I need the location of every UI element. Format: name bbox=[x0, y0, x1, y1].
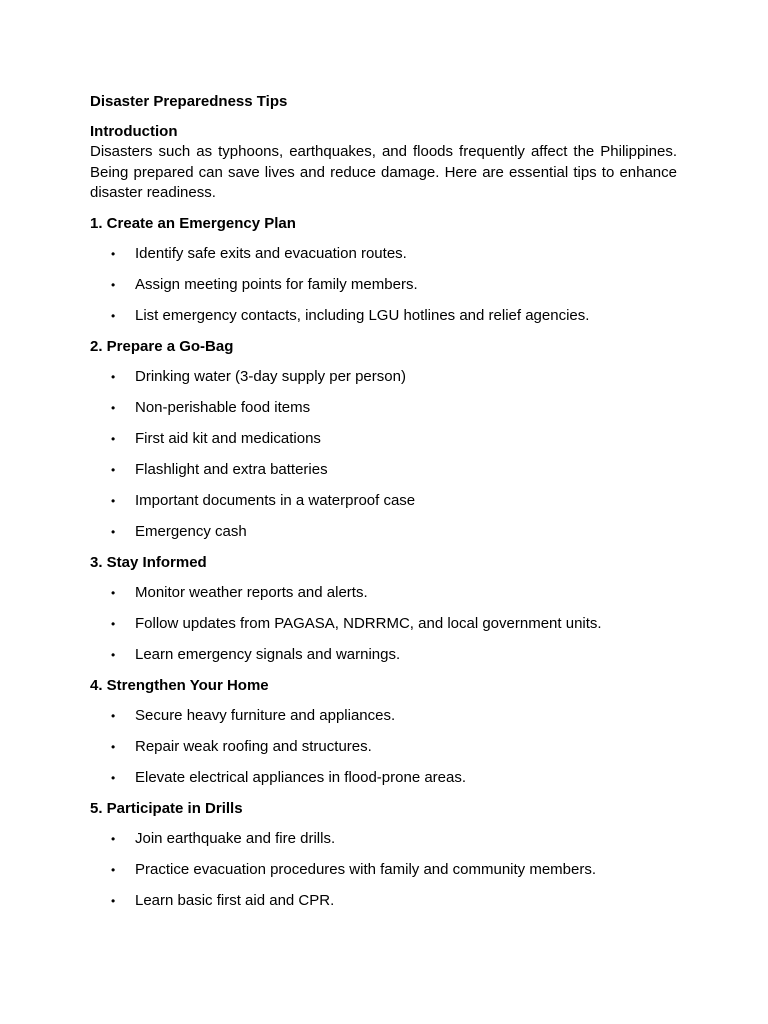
list-item bbox=[90, 275, 677, 295]
list-item bbox=[90, 737, 677, 757]
bullet-icon: • bbox=[111, 494, 116, 509]
list-item-text: First aid kit and medications bbox=[135, 430, 321, 448]
introduction-section bbox=[90, 122, 677, 204]
list-item bbox=[90, 429, 677, 449]
tips-section-4 bbox=[90, 676, 677, 788]
list-item bbox=[90, 768, 677, 788]
list-item-text: Follow updates from PAGASA, NDRRMC, and local government units. bbox=[135, 615, 602, 633]
bullet-icon: • bbox=[111, 278, 116, 293]
bullet-icon: • bbox=[111, 709, 116, 724]
list-item-text: Monitor weather reports and alerts. bbox=[135, 584, 368, 602]
bullet-icon: • bbox=[111, 617, 116, 632]
tips-section-3 bbox=[90, 553, 677, 665]
list-item-text: Practice evacuation procedures with family and community members. bbox=[135, 861, 597, 879]
list-item-text: Repair weak roofing and structures. bbox=[135, 738, 372, 756]
list-item bbox=[90, 614, 677, 634]
tips-section-2 bbox=[90, 337, 677, 542]
bullet-icon: • bbox=[111, 648, 116, 663]
list-item-text: Assign meeting points for family members. bbox=[135, 276, 418, 294]
list-item bbox=[90, 583, 677, 603]
list-item-text: Identify safe exits and evacuation routes. bbox=[135, 245, 407, 263]
bullet-icon: • bbox=[111, 370, 116, 385]
list-item bbox=[90, 491, 677, 511]
introduction-paragraph: Disasters such as typhoons, earthquakes, and floods frequently affect the Philippines. Being prepared can save lives and reduce damage. Here are essential tips to enhance disaster readiness. bbox=[90, 143, 677, 202]
list-item-text: List emergency contacts, including LGU hotlines and relief agencies. bbox=[135, 307, 590, 325]
list-item bbox=[90, 367, 677, 387]
bullet-icon: • bbox=[111, 863, 116, 878]
list-item-text: Learn emergency signals and warnings. bbox=[135, 646, 401, 664]
bullet-icon: • bbox=[111, 463, 116, 478]
bullet-icon: • bbox=[111, 832, 116, 847]
tips-section-5 bbox=[90, 799, 677, 911]
section-heading: 1. Create an Emergency Plan bbox=[90, 215, 296, 233]
list-item-text: Important documents in a waterproof case bbox=[135, 492, 416, 510]
list-item bbox=[90, 398, 677, 418]
tips-list bbox=[90, 706, 677, 788]
bullet-icon: • bbox=[111, 771, 116, 786]
section-heading: 3. Stay Informed bbox=[90, 554, 207, 572]
list-item-text: Emergency cash bbox=[135, 523, 247, 541]
tips-list bbox=[90, 244, 677, 326]
list-item-text: Flashlight and extra batteries bbox=[135, 461, 328, 479]
bullet-icon: • bbox=[111, 894, 116, 909]
list-item bbox=[90, 244, 677, 264]
tips-section-1 bbox=[90, 214, 677, 326]
bullet-icon: • bbox=[111, 586, 116, 601]
list-item bbox=[90, 860, 677, 880]
document-title: Disaster Preparedness Tips bbox=[90, 93, 288, 110]
bullet-icon: • bbox=[111, 432, 116, 447]
bullet-icon: • bbox=[111, 309, 116, 324]
bullet-icon: • bbox=[111, 401, 116, 416]
bullet-icon: • bbox=[111, 247, 116, 262]
tips-list bbox=[90, 829, 677, 911]
list-item-text: Join earthquake and fire drills. bbox=[135, 830, 336, 848]
list-item bbox=[90, 645, 677, 665]
section-heading: 5. Participate in Drills bbox=[90, 800, 243, 818]
list-item bbox=[90, 829, 677, 849]
tips-list bbox=[90, 367, 677, 542]
list-item bbox=[90, 706, 677, 726]
list-item bbox=[90, 306, 677, 326]
list-item bbox=[90, 891, 677, 911]
bullet-icon: • bbox=[111, 740, 116, 755]
bullet-icon: • bbox=[111, 525, 116, 540]
introduction-heading: Introduction bbox=[90, 123, 178, 140]
list-item-text: Drinking water (3-day supply per person) bbox=[135, 368, 406, 386]
list-item-text: Learn basic first aid and CPR. bbox=[135, 892, 335, 910]
list-item bbox=[90, 522, 677, 542]
list-item-text: Elevate electrical appliances in flood-prone areas. bbox=[135, 769, 467, 787]
tips-list bbox=[90, 583, 677, 665]
section-heading: 4. Strengthen Your Home bbox=[90, 677, 269, 695]
list-item-text: Non-perishable food items bbox=[135, 399, 311, 417]
section-heading: 2. Prepare a Go-Bag bbox=[90, 338, 234, 356]
list-item-text: Secure heavy furniture and appliances. bbox=[135, 707, 396, 725]
list-item bbox=[90, 460, 677, 480]
tips-sections bbox=[90, 214, 677, 911]
